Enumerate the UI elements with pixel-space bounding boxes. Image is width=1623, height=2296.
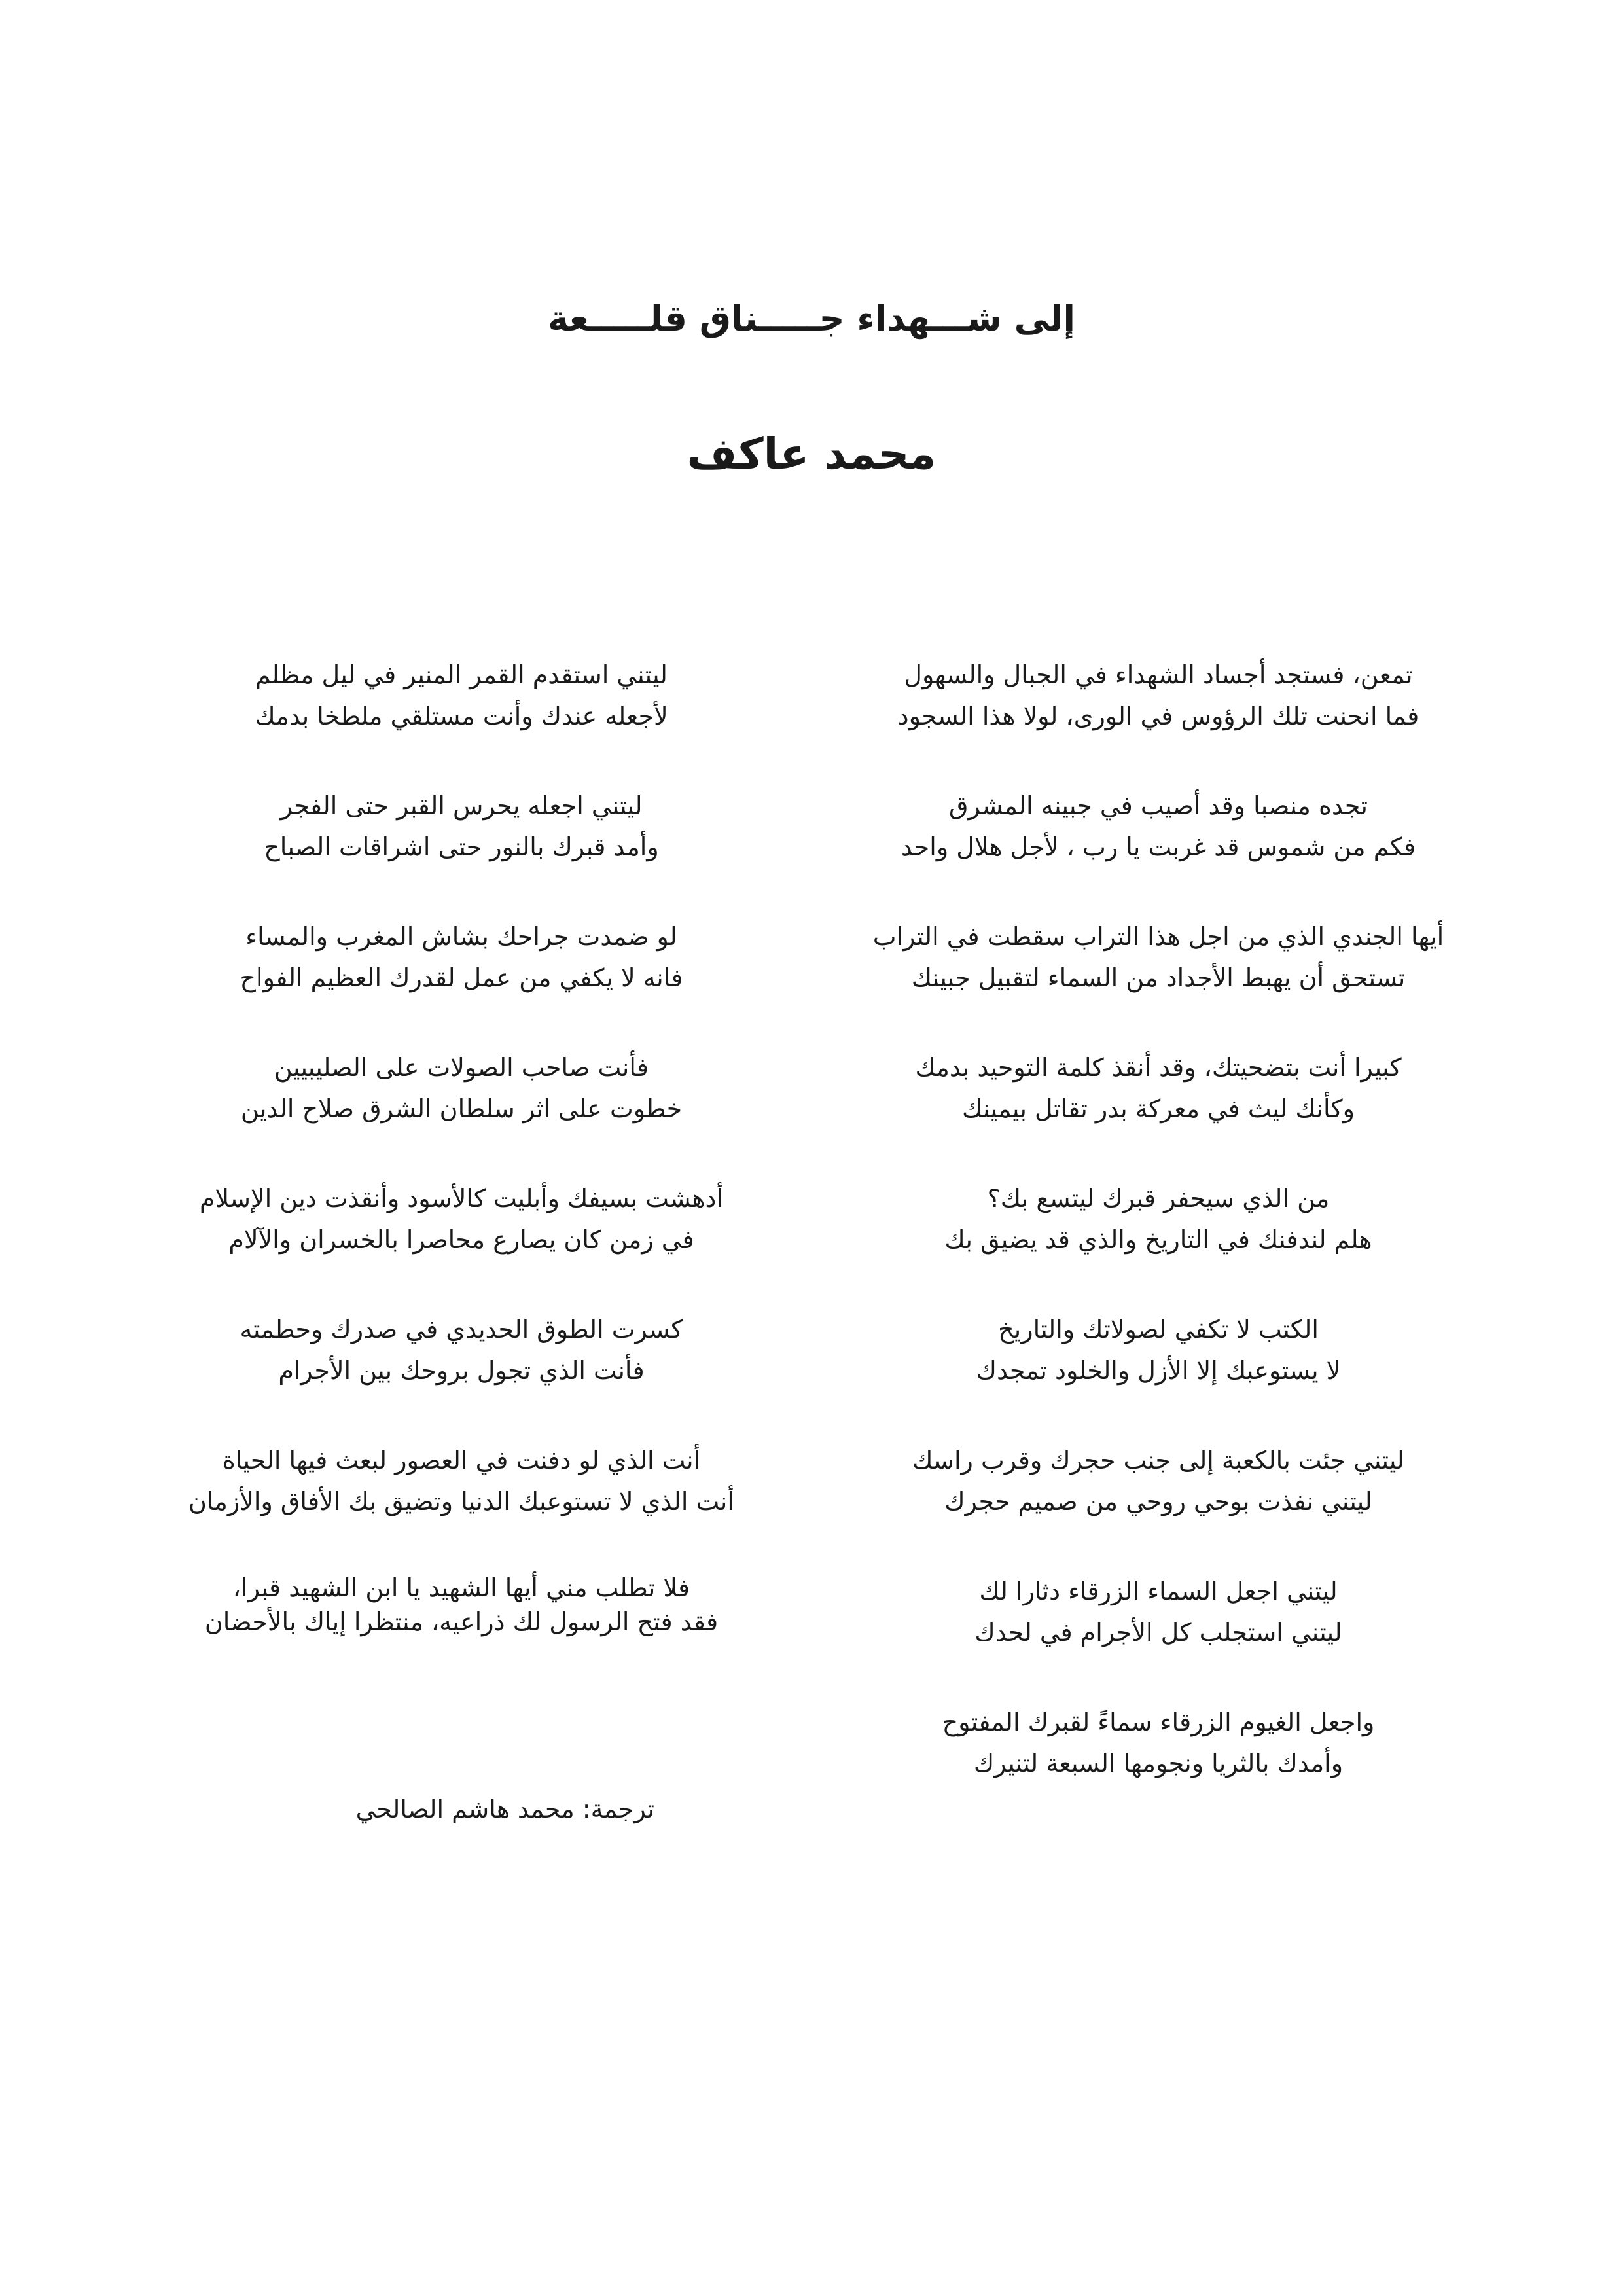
verse-line: ليتني اجعل السماء الزرقاء دثارا لك (979, 1577, 1338, 1605)
stanza (831, 1440, 1486, 1571)
author-name: محمد عاكف (687, 429, 936, 479)
verse-line: أنت الذي لو دفنت في العصور لبعث فيها الحياة (222, 1446, 701, 1475)
verse-line: وكأنك ليث في معركة بدر تقاتل بيمينك (962, 1094, 1355, 1123)
verse-line: ليتني نفذت بوحي روحي من صميم حجرك (944, 1487, 1372, 1516)
verse-line: لأجعله عندك وأنت مستلقي ملطخا بدمك (255, 702, 668, 730)
stanza (134, 1571, 789, 1702)
stanza (831, 1571, 1486, 1702)
poem-column-left (134, 655, 789, 1702)
verse-line: أدهشت بسيفك وأبليت كالأسود وأنقذت دين الإسلام (199, 1184, 724, 1213)
stanza (134, 655, 789, 785)
verse-line: أنت الذي لا تستوعبك الدنيا وتضيق بك الأفاق والأزمان (188, 1487, 734, 1516)
verse-line: وأمد قبرك بالنور حتى اشراقات الصباح (264, 833, 659, 861)
verse-line: في زمن كان يصارع محاصرا بالخسران والآلام (228, 1225, 694, 1254)
verse-line: فقد فتح الرسول لك ذراعيه، منتظرا إياك بالأحضان (204, 1607, 719, 1636)
verse-line: كبيرا أنت بتضحيتك، وقد أنقذ كلمة التوحيد بدمك (915, 1053, 1402, 1082)
stanza (134, 785, 789, 916)
stanza (831, 1309, 1486, 1440)
stanza (134, 1440, 789, 1571)
verse-line: ليتني اجعله يحرس القبر حتى الفجر (280, 791, 643, 820)
page-title: إلى شـــهداء جـــــناق قلـــــعة (548, 298, 1075, 339)
verse-line: فأنت الذي تجول بروحك بين الأجرام (278, 1356, 645, 1385)
stanza (831, 916, 1486, 1047)
stanza (831, 1702, 1486, 1833)
verse-line: فلا تطلب مني أيها الشهيد يا ابن الشهيد قبرا، (232, 1573, 690, 1602)
translator-credit: ترجمة: محمد هاشم الصالحي (355, 1795, 654, 1823)
verse-line: تستحق أن يهبط الأجداد من السماء لتقبيل جبينك (911, 963, 1406, 992)
verse-line: تجده منصبا وقد أصيب في جبينه المشرق (949, 791, 1368, 820)
verse-line: ليتني استجلب كل الأجرام في لحدك (974, 1618, 1342, 1647)
verse-line: فانه لا يكفي من عمل لقدرك العظيم الفواح (240, 963, 683, 992)
verse-line: تمعن، فستجد أجساد الشهداء في الجبال والسهول (904, 660, 1413, 689)
verse-line: لو ضمدت جراحك بشاش المغرب والمساء (245, 922, 677, 951)
stanza (831, 655, 1486, 785)
verse-line: الكتب لا تكفي لصولاتك والتاريخ (998, 1315, 1319, 1344)
verse-line: خطوت على اثر سلطان الشرق صلاح الدين (240, 1094, 683, 1123)
stanza (831, 1178, 1486, 1309)
stanza (831, 1047, 1486, 1178)
verse-line: أيها الجندي الذي من اجل هذا التراب سقطت في التراب (872, 922, 1444, 951)
stanza (134, 1047, 789, 1178)
verse-line: هلم لندفنك في التاريخ والذي قد يضيق بك (944, 1225, 1372, 1254)
verse-line: ليتني استقدم القمر المنير في ليل مظلم (255, 660, 668, 689)
verse-line: فما انحنت تلك الرؤوس في الورى، لولا هذا السجود (897, 702, 1419, 730)
verse-line: وأمدك بالثريا ونجومها السبعة لتنيرك (973, 1749, 1344, 1778)
verse-line: فكم من شموس قد غربت يا رب ، لأجل هلال واحد (901, 833, 1416, 861)
stanza (134, 1178, 789, 1309)
verse-line: فأنت صاحب الصولات على الصليبيين (274, 1053, 649, 1082)
stanza (831, 785, 1486, 916)
verse-line: كسرت الطوق الحديدي في صدرك وحطمته (240, 1315, 683, 1344)
stanza (134, 916, 789, 1047)
verse-line: من الذي سيحفر قبرك ليتسع بك؟ (987, 1184, 1330, 1213)
poem-column-right (831, 655, 1486, 1833)
stanza (134, 1309, 789, 1440)
verse-line: لا يستوعبك إلا الأزل والخلود تمجدك (976, 1356, 1341, 1385)
verse-line: واجعل الغيوم الزرقاء سماءً لقبرك المفتوح (942, 1708, 1375, 1736)
verse-line: ليتني جئت بالكعبة إلى جنب حجرك وقرب راسك (912, 1446, 1404, 1475)
